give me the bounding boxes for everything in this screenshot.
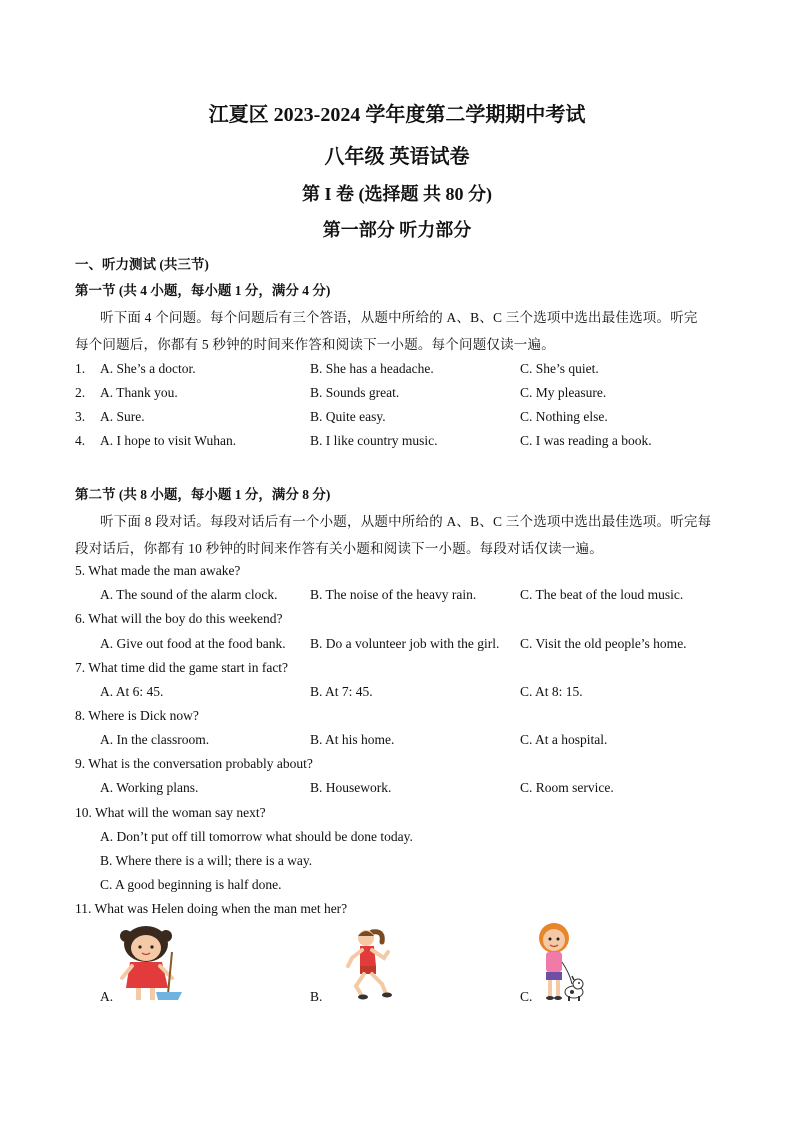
question-7-option-b: B. At 7: 45. [310, 684, 373, 699]
question-2-option-c: C. My pleasure. [520, 385, 607, 400]
question-8-option-a: A. In the classroom. [100, 732, 210, 747]
section2-instruction-line1: 听下面 8 段对话。每段对话后有一个小题，从题中所给的 A、B、C 三个选项中选出最佳选项。听完每 [100, 514, 712, 529]
question-3-option-b: B. Quite easy. [310, 409, 386, 424]
question-8-option-b: B. At his home. [310, 732, 395, 747]
section1-instruction-line1: 听下面 4 个问题。每个问题后有三个答语，从题中所给的 A、B、C 三个选项中选出最佳选项。听完 [100, 310, 698, 325]
question-9-option-b: B. Housework. [310, 780, 392, 795]
section2-title: 第二节 (共 8 小题，每小题 1 分，满分 8 分) [75, 487, 331, 502]
question-11-picture-a-girl-cleaning [112, 922, 192, 1004]
question-6-stem: 6. What will the boy do this weekend? [75, 611, 283, 626]
question-4-option-c: C. I was reading a book. [520, 433, 652, 448]
question-7-option-c: C. At 8: 15. [520, 684, 583, 699]
question-3-number: 3. [75, 409, 86, 424]
question-9-option-c: C. Room service. [520, 780, 614, 795]
question-11-option-b-label: B. [310, 989, 323, 1004]
question-9-stem: 9. What is the conversation probably about? [75, 756, 313, 771]
question-8-stem: 8. Where is Dick now? [75, 708, 199, 723]
question-4-option-a: A. I hope to visit Wuhan. [100, 433, 237, 448]
question-11-stem: 11. What was Helen doing when the man met her? [75, 901, 348, 916]
question-11-picture-b-girl-running [342, 926, 396, 1002]
question-10-option-a: A. Don’t put off till tomorrow what should be done today. [100, 829, 413, 844]
question-9-option-a: A. Working plans. [100, 780, 199, 795]
question-10-option-c: C. A good beginning is half done. [100, 877, 282, 892]
question-5-option-b: B. The noise of the heavy rain. [310, 587, 477, 602]
section2-instruction-line2: 段对话后，你都有 10 秒钟的时间来作答有关小题和阅读下一小题。每段对话仅读一遍。 [75, 541, 603, 556]
listening-heading: 一、听力测试 (共三节) [75, 257, 209, 272]
exam-title: 江夏区 2023-2024 学年度第二学期期中考试 [208, 104, 586, 126]
question-2-option-b: B. Sounds great. [310, 385, 400, 400]
question-11-option-a-label: A. [100, 989, 114, 1004]
question-1-option-c: C. She’s quiet. [520, 361, 599, 376]
question-3-option-a: A. Sure. [100, 409, 145, 424]
question-6-option-a: A. Give out food at the food bank. [100, 636, 286, 651]
question-4-number: 4. [75, 433, 86, 448]
question-10-option-b: B. Where there is a will; there is a way. [100, 853, 313, 868]
question-10-stem: 10. What will the woman say next? [75, 805, 266, 820]
exam-subtitle: 八年级 英语试卷 [324, 146, 470, 168]
question-2-number: 2. [75, 385, 86, 400]
question-6-option-b: B. Do a volunteer job with the girl. [310, 636, 500, 651]
section1-instruction-line2: 每个问题后，你都有 5 秒钟的时间来作答和阅读下一小题。每个问题仅读一遍。 [75, 337, 555, 352]
question-5-option-c: C. The beat of the loud music. [520, 587, 684, 602]
question-1-number: 1. [75, 361, 86, 376]
question-7-option-a: A. At 6: 45. [100, 684, 164, 699]
question-5-option-a: A. The sound of the alarm clock. [100, 587, 278, 602]
question-2-option-a: A. Thank you. [100, 385, 178, 400]
question-1-option-b: B. She has a headache. [310, 361, 434, 376]
question-6-option-c: C. Visit the old people’s home. [520, 636, 687, 651]
question-4-option-b: B. I like country music. [310, 433, 438, 448]
question-3-option-c: C. Nothing else. [520, 409, 608, 424]
question-1-option-a: A. She’s a doctor. [100, 361, 196, 376]
question-8-option-c: C. At a hospital. [520, 732, 608, 747]
question-7-stem: 7. What time did the game start in fact? [75, 660, 289, 675]
section1-title: 第一节 (共 4 小题，每小题 1 分，满分 4 分) [75, 283, 331, 298]
question-11-option-c-label: C. [520, 989, 533, 1004]
question-5-stem: 5. What made the man awake? [75, 563, 241, 578]
volume-heading: 第 I 卷 (选择题 共 80 分) [302, 184, 492, 204]
part-heading: 第一部分 听力部分 [322, 220, 472, 240]
question-11-picture-c-girl-walking-dog [534, 922, 586, 1004]
